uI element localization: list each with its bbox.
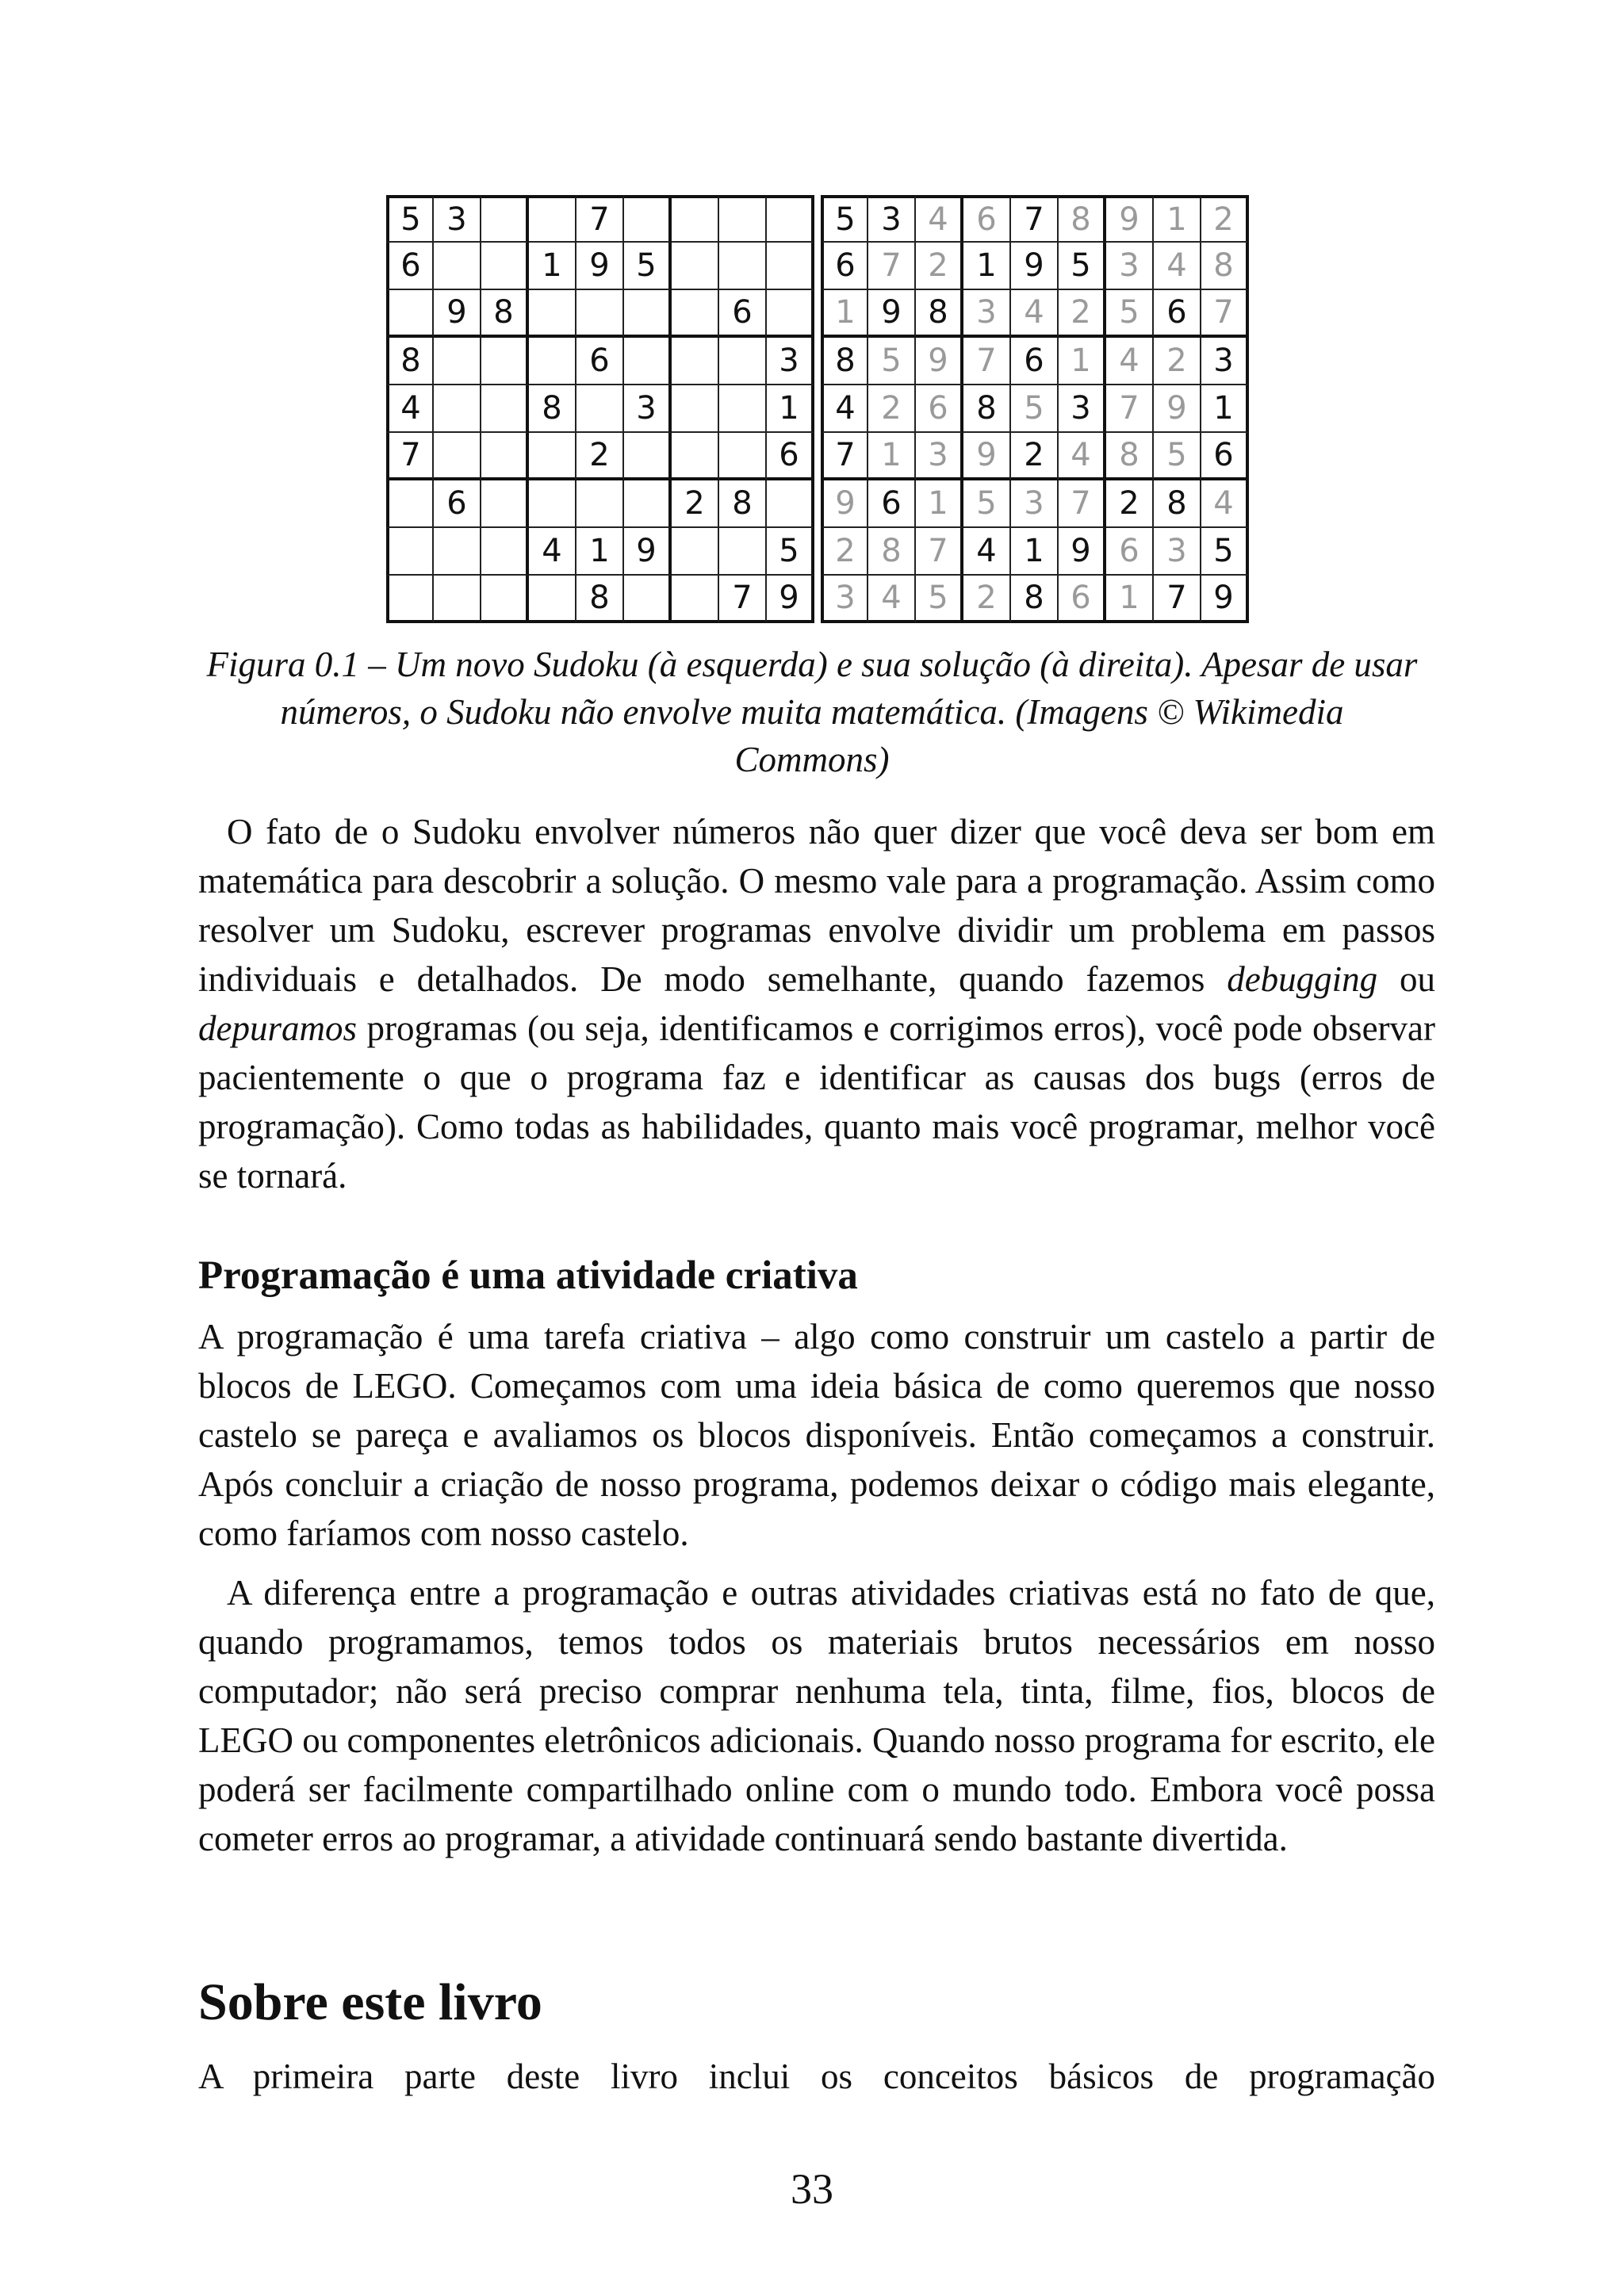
solution-cell: 1 xyxy=(1059,338,1106,385)
puzzle-cell xyxy=(719,433,767,480)
solution-cell: 7 xyxy=(1154,576,1201,623)
puzzle-cell: 5 xyxy=(624,243,672,290)
puzzle-cell: 8 xyxy=(386,338,434,385)
solution-cell: 6 xyxy=(1154,290,1201,338)
puzzle-cell xyxy=(719,195,767,243)
puzzle-cell xyxy=(672,195,719,243)
solution-cell: 6 xyxy=(821,243,868,290)
puzzle-cell xyxy=(434,338,481,385)
solution-cell: 4 xyxy=(1011,290,1059,338)
solution-cell: 8 xyxy=(868,528,916,576)
puzzle-cell: 1 xyxy=(576,528,624,576)
solution-cell: 4 xyxy=(1154,243,1201,290)
puzzle-cell xyxy=(624,576,672,623)
puzzle-cell xyxy=(529,195,576,243)
puzzle-cell xyxy=(672,243,719,290)
puzzle-cell xyxy=(672,576,719,623)
solution-cell: 1 xyxy=(963,243,1011,290)
puzzle-cell xyxy=(386,480,434,528)
puzzle-cell xyxy=(529,338,576,385)
solution-cell: 5 xyxy=(1106,290,1154,338)
puzzle-cell: 1 xyxy=(767,385,814,433)
puzzle-cell xyxy=(434,576,481,623)
solution-cell: 5 xyxy=(868,338,916,385)
solution-cell: 7 xyxy=(1059,480,1106,528)
sudoku-figure xyxy=(386,195,1249,623)
solution-cell: 2 xyxy=(1059,290,1106,338)
puzzle-cell xyxy=(434,433,481,480)
puzzle-cell: 9 xyxy=(767,576,814,623)
puzzle-cell xyxy=(624,433,672,480)
page-number: 33 xyxy=(791,2165,833,2213)
puzzle-cell: 4 xyxy=(386,385,434,433)
puzzle-cell xyxy=(481,480,529,528)
puzzle-cell: 5 xyxy=(767,528,814,576)
puzzle-cell xyxy=(529,290,576,338)
puzzle-cell: 7 xyxy=(386,433,434,480)
solution-cell: 8 xyxy=(1059,195,1106,243)
puzzle-cell: 4 xyxy=(529,528,576,576)
solution-cell: 2 xyxy=(916,243,963,290)
solution-cell: 9 xyxy=(1154,385,1201,433)
solution-cell: 6 xyxy=(1201,433,1249,480)
solution-cell: 9 xyxy=(1201,576,1249,623)
emphasis-debugging: debugging xyxy=(1227,959,1378,999)
puzzle-cell xyxy=(576,290,624,338)
solution-cell: 4 xyxy=(868,576,916,623)
puzzle-cell xyxy=(481,338,529,385)
puzzle-cell: 3 xyxy=(434,195,481,243)
paragraph-creative-difference: A diferença entre a programação e outras atividades criativas está no fato de que, quando programamos, temos todos os materiais brutos necessários em nosso computador; não será preciso comprar nenhuma tela, tinta, filme, fios, blocos de LEGO ou componentes eletrônicos adicionais. Quando nosso programa for escrito, ele poderá ser facilmente compartilhado online com o mundo todo. Embora você possa cometer erros ao programar, a atividade continuará sendo bastante divertida. xyxy=(198,1573,1435,1858)
solution-cell: 5 xyxy=(963,480,1011,528)
puzzle-cell xyxy=(529,480,576,528)
solution-cell: 7 xyxy=(1201,290,1249,338)
puzzle-cell: 8 xyxy=(576,576,624,623)
solution-cell: 1 xyxy=(1201,385,1249,433)
puzzle-cell xyxy=(719,243,767,290)
puzzle-cell xyxy=(434,385,481,433)
solution-cell: 1 xyxy=(1154,195,1201,243)
puzzle-cell: 9 xyxy=(434,290,481,338)
solution-cell: 9 xyxy=(916,338,963,385)
solution-cell: 8 xyxy=(1011,576,1059,623)
section-heading-creative: Programação é uma atividade criativa xyxy=(198,1253,858,1298)
solution-cell: 4 xyxy=(1201,480,1249,528)
solution-cell: 6 xyxy=(963,195,1011,243)
solution-cell: 3 xyxy=(868,195,916,243)
solution-cell: 6 xyxy=(916,385,963,433)
puzzle-cell: 1 xyxy=(529,243,576,290)
puzzle-cell: 6 xyxy=(719,290,767,338)
puzzle-cell xyxy=(672,528,719,576)
solution-cell: 2 xyxy=(963,576,1011,623)
solution-cell: 5 xyxy=(1154,433,1201,480)
solution-cell: 5 xyxy=(821,195,868,243)
puzzle-cell xyxy=(386,528,434,576)
solution-cell: 7 xyxy=(963,338,1011,385)
puzzle-cell: 8 xyxy=(481,290,529,338)
puzzle-cell xyxy=(672,338,719,385)
puzzle-cell: 5 xyxy=(386,195,434,243)
solution-cell: 1 xyxy=(1106,576,1154,623)
solution-cell: 8 xyxy=(1154,480,1201,528)
puzzle-cell: 2 xyxy=(672,480,719,528)
puzzle-cell xyxy=(719,338,767,385)
solution-cell: 3 xyxy=(1154,528,1201,576)
puzzle-cell: 7 xyxy=(576,195,624,243)
puzzle-cell: 3 xyxy=(767,338,814,385)
solution-cell: 4 xyxy=(963,528,1011,576)
puzzle-cell: 7 xyxy=(719,576,767,623)
puzzle-cell: 9 xyxy=(624,528,672,576)
solution-cell: 4 xyxy=(1059,433,1106,480)
solution-cell: 6 xyxy=(868,480,916,528)
puzzle-cell xyxy=(576,385,624,433)
paragraph-book-first-part: A primeira parte deste livro inclui os conceitos básicos de programação xyxy=(198,2057,1435,2096)
solution-cell: 7 xyxy=(916,528,963,576)
solution-cell: 4 xyxy=(1106,338,1154,385)
solution-cell: 3 xyxy=(916,433,963,480)
solution-cell: 9 xyxy=(821,480,868,528)
solution-cell: 3 xyxy=(1059,385,1106,433)
puzzle-cell xyxy=(767,195,814,243)
puzzle-cell: 8 xyxy=(529,385,576,433)
puzzle-cell xyxy=(386,290,434,338)
puzzle-cell xyxy=(719,528,767,576)
paragraph-text: ou xyxy=(1377,959,1436,999)
sudoku-puzzle-grid xyxy=(386,195,814,623)
solution-cell: 3 xyxy=(1201,338,1249,385)
solution-cell: 1 xyxy=(1011,528,1059,576)
paragraph-sudoku-math xyxy=(198,807,1435,1200)
puzzle-cell: 8 xyxy=(719,480,767,528)
puzzle-cell xyxy=(434,243,481,290)
puzzle-cell: 6 xyxy=(386,243,434,290)
solution-cell: 7 xyxy=(821,433,868,480)
puzzle-cell xyxy=(624,195,672,243)
puzzle-cell xyxy=(481,433,529,480)
puzzle-cell xyxy=(481,576,529,623)
solution-cell: 1 xyxy=(916,480,963,528)
solution-cell: 8 xyxy=(1106,433,1154,480)
solution-cell: 2 xyxy=(821,528,868,576)
solution-cell: 3 xyxy=(821,576,868,623)
puzzle-cell xyxy=(672,433,719,480)
solution-cell: 8 xyxy=(1201,243,1249,290)
solution-cell: 6 xyxy=(1011,338,1059,385)
sudoku-solution-grid xyxy=(821,195,1249,623)
puzzle-cell xyxy=(481,243,529,290)
puzzle-cell xyxy=(529,576,576,623)
figure-caption: Figura 0.1 – Um novo Sudoku (à esquerda) e sua solução (à direita). Apesar de usar números, o Sudoku não envolve muita matemática. (Imagens © Wikimedia Commons) xyxy=(206,645,1418,779)
paragraph-lego-castle: A programação é uma tarefa criativa – algo como construir um castelo a partir de blocos de LEGO. Começamos com uma ideia básica de como queremos que nosso castelo se pareça e avaliamos os blocos disponíveis. Então começamos a construir. Após concluir a criação de nosso programa, podemos deixar o código mais elegante, como faríamos com nosso castelo. xyxy=(198,1317,1435,1553)
solution-cell: 8 xyxy=(963,385,1011,433)
puzzle-cell xyxy=(719,385,767,433)
puzzle-cell xyxy=(624,480,672,528)
puzzle-cell xyxy=(434,528,481,576)
puzzle-cell xyxy=(672,385,719,433)
solution-cell: 7 xyxy=(868,243,916,290)
puzzle-cell xyxy=(481,528,529,576)
solution-cell: 7 xyxy=(1106,385,1154,433)
puzzle-cell xyxy=(672,290,719,338)
solution-cell: 5 xyxy=(1201,528,1249,576)
puzzle-cell xyxy=(481,385,529,433)
solution-cell: 4 xyxy=(821,385,868,433)
solution-cell: 5 xyxy=(916,576,963,623)
puzzle-cell xyxy=(624,290,672,338)
puzzle-cell xyxy=(481,195,529,243)
puzzle-cell xyxy=(576,480,624,528)
solution-cell: 2 xyxy=(1011,433,1059,480)
solution-cell: 7 xyxy=(1011,195,1059,243)
solution-cell: 1 xyxy=(821,290,868,338)
solution-cell: 2 xyxy=(868,385,916,433)
solution-cell: 5 xyxy=(1059,243,1106,290)
puzzle-cell xyxy=(624,338,672,385)
puzzle-cell: 6 xyxy=(767,433,814,480)
solution-cell: 6 xyxy=(1106,528,1154,576)
emphasis-depuramos: depuramos xyxy=(198,1008,357,1048)
solution-cell: 5 xyxy=(1011,385,1059,433)
puzzle-cell: 6 xyxy=(434,480,481,528)
puzzle-cell: 6 xyxy=(576,338,624,385)
solution-cell: 9 xyxy=(868,290,916,338)
section-heading-about-book: Sobre este livro xyxy=(198,1973,542,2031)
solution-cell: 3 xyxy=(963,290,1011,338)
puzzle-cell xyxy=(767,480,814,528)
solution-cell: 3 xyxy=(1106,243,1154,290)
solution-cell: 6 xyxy=(1059,576,1106,623)
puzzle-cell xyxy=(529,433,576,480)
solution-cell: 9 xyxy=(1011,243,1059,290)
puzzle-cell xyxy=(386,576,434,623)
solution-cell: 9 xyxy=(1059,528,1106,576)
solution-cell: 9 xyxy=(963,433,1011,480)
solution-cell: 4 xyxy=(916,195,963,243)
puzzle-cell xyxy=(767,243,814,290)
solution-cell: 2 xyxy=(1154,338,1201,385)
solution-cell: 2 xyxy=(1106,480,1154,528)
puzzle-cell: 2 xyxy=(576,433,624,480)
solution-cell: 1 xyxy=(868,433,916,480)
paragraph-text: programas (ou seja, identificamos e corrigimos erros), você pode observar pacientemente o que o programa faz e identificar as causas dos bugs (erros de programação). Como todas as habilidades, quanto mais você programar, melhor você se tornará. xyxy=(198,1008,1435,1196)
solution-cell: 8 xyxy=(821,338,868,385)
solution-cell: 2 xyxy=(1201,195,1249,243)
solution-cell: 9 xyxy=(1106,195,1154,243)
solution-cell: 3 xyxy=(1011,480,1059,528)
puzzle-cell: 3 xyxy=(624,385,672,433)
paragraph-text: O fato de o Sudoku envolver números não quer dizer que você deva ser bom em matemática para descobrir a solução. O mesmo vale para a programação. Assim como resolver um Sudoku, escrever programas envolve dividir um problema em passos individuais e detalhados. De modo semelhante, quando fazemos xyxy=(198,812,1435,999)
solution-cell: 8 xyxy=(916,290,963,338)
puzzle-cell xyxy=(767,290,814,338)
puzzle-cell: 9 xyxy=(576,243,624,290)
